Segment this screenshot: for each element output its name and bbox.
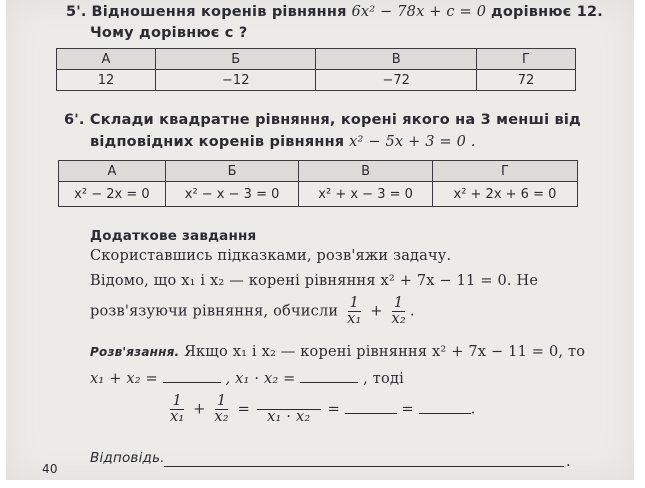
result-blank-2[interactable] [419, 399, 471, 414]
task6-option-g[interactable]: x² + 2x + 6 = 0 [432, 182, 577, 207]
extra-line1: Скориставшись підказками, розв'яжи задачу. [90, 248, 452, 264]
then-text: , тоді [363, 371, 404, 387]
task5-equation: 6x² − 78x + c = 0 [351, 4, 487, 20]
solution-formula: $\frac{1}{\text{x₁}}$ + $\frac{1}{\text{x₂}}$ = x₁ · x₂ = = . [170, 393, 476, 426]
task5-option-g[interactable]: 72 [476, 70, 575, 91]
answer-line[interactable] [164, 466, 564, 467]
plus-sign: + [370, 303, 383, 320]
formula-plus: + [193, 401, 206, 418]
page-number: 40 [42, 462, 58, 476]
task6-option-b[interactable]: x² − x − 3 = 0 [165, 182, 299, 207]
task5-header-g: Г [476, 49, 575, 70]
product-blank[interactable] [300, 368, 358, 383]
formula-fraction-1: $\frac{1}{\text{x₁}}$ [170, 393, 185, 426]
answer-dot: . [566, 454, 571, 470]
fraction-one-over-x1: $\frac{1}{\text{x₁}}$ [347, 295, 362, 328]
extra-line3: розв'язуючи рівняння, обчисли $\frac{1}{\text{x₁}}$ + $\frac{1}{\text{x₂}}$ . [90, 295, 415, 328]
task5-line1 [66, 4, 603, 20]
task6-text2: відповідних коренів рівняння [90, 134, 345, 150]
extra-title: Додаткове завдання [90, 228, 257, 244]
formula-fraction-3: x₁ · x₂ [257, 395, 321, 425]
solution-label: Розв'язання. [90, 345, 180, 359]
formula-fraction-2: $\frac{1}{\text{x₂}}$ [214, 393, 229, 426]
task6-header-a: А [59, 161, 166, 182]
formula-eq-3: = [401, 401, 414, 418]
task5-header-b: Б [156, 49, 316, 70]
answer-label: Відповідь. [90, 450, 165, 466]
task6-number: 6'. [64, 112, 85, 128]
formula-eq-2: = [327, 401, 340, 418]
task5-option-a[interactable]: 12 [57, 70, 156, 91]
task5-option-v[interactable]: −72 [316, 70, 476, 91]
task6-equation: x² − 5x + 3 = 0 . [349, 134, 476, 150]
task5-header-a: А [57, 49, 156, 70]
result-blank-1[interactable] [345, 399, 397, 414]
task5-option-b[interactable]: −12 [156, 70, 316, 91]
fraction-one-over-x2: $\frac{1}{\text{x₂}}$ [391, 295, 406, 328]
solution-text: Якщо x₁ і x₂ — корені рівняння x² + 7x − 11 = 0, то [184, 344, 586, 360]
task6-text: Склади квадратне рівняння, корені якого на 3 менші від [89, 112, 581, 128]
task5-header-v: В [316, 49, 476, 70]
task6-option-v[interactable]: x² + x − 3 = 0 [299, 182, 433, 207]
task6-line2 [90, 134, 476, 150]
task6-header-g: Г [432, 161, 577, 182]
task6-option-a[interactable]: x² − 2x = 0 [59, 182, 166, 207]
task5-text-end: дорівнює 12. [490, 4, 603, 20]
numerator-blank[interactable] [257, 395, 321, 410]
task5-text: Відношення коренів рівняння [91, 4, 347, 20]
task5-answer-table [56, 48, 576, 91]
extra-line2: Відомо, що x₁ і x₂ — корені рівняння x² + 7x − 11 = 0. Не [90, 273, 539, 289]
textbook-page [6, 0, 634, 480]
formula-eq-1: = [237, 401, 250, 418]
extra-line3-text: розв'язуючи рівняння, обчисли [90, 303, 339, 320]
task6-header-b: Б [165, 161, 299, 182]
solution-line1 [90, 344, 585, 360]
task5-line2: Чому дорівнює c ? [90, 25, 248, 41]
task6-header-v: В [299, 161, 433, 182]
product-expression: , x₁ · x₂ = [225, 371, 296, 387]
task5-number: 5'. [66, 4, 87, 20]
task6-line1 [64, 112, 581, 128]
sum-blank[interactable] [163, 368, 221, 383]
sum-expression: x₁ + x₂ = [90, 371, 158, 387]
solution-line2 [90, 368, 404, 387]
task6-answer-table [58, 160, 578, 207]
